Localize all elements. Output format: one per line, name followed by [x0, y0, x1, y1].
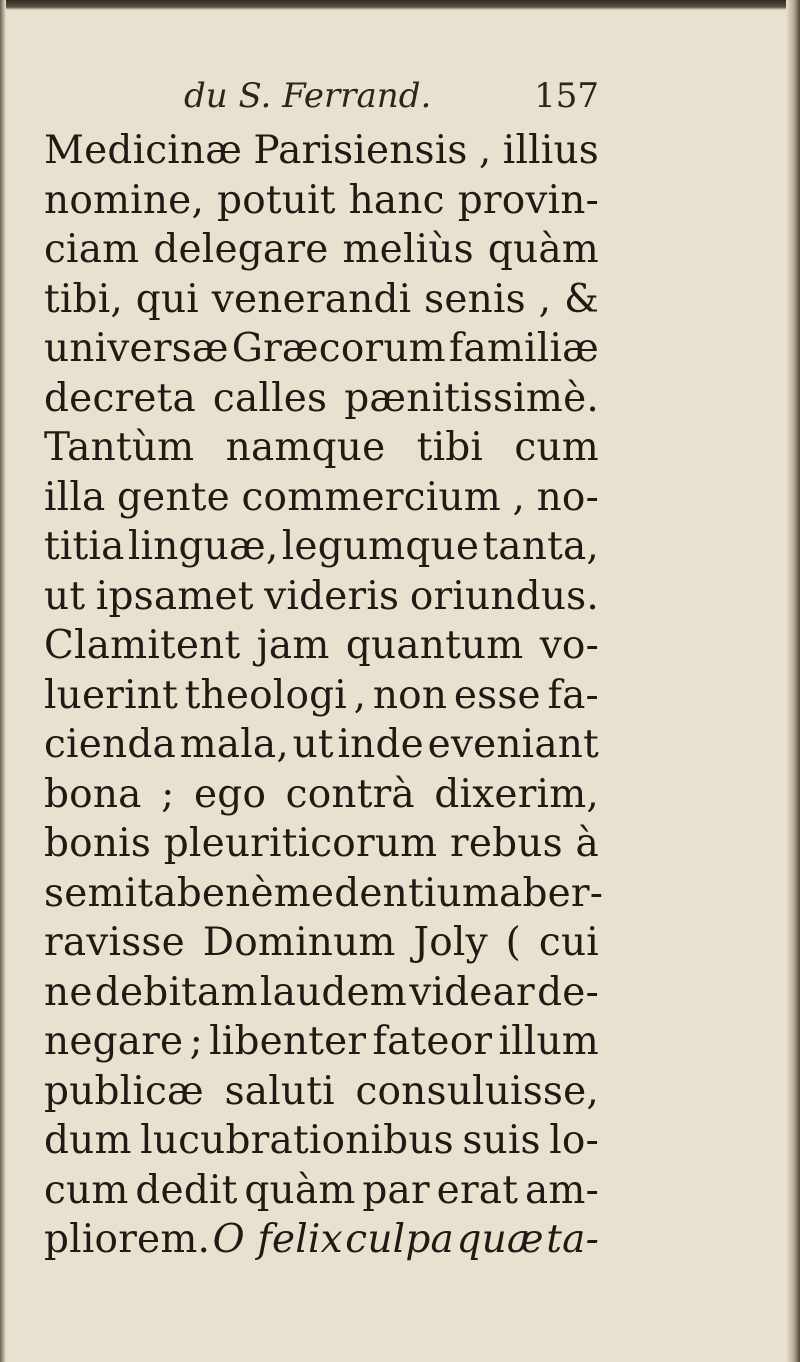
- word: qui: [135, 276, 199, 322]
- page-top-edge: [0, 0, 800, 10]
- word: ta-: [546, 1217, 599, 1262]
- word: aber-: [499, 870, 604, 916]
- word: universæ: [44, 326, 229, 371]
- word: à: [575, 821, 599, 866]
- word: (: [505, 920, 522, 965]
- word: mala,: [179, 722, 289, 767]
- page-left-edge: [0, 0, 6, 1362]
- word: linguæ,: [127, 524, 279, 569]
- word: potuit: [217, 177, 336, 223]
- word: gente: [117, 474, 230, 520]
- word: erat: [436, 1167, 519, 1213]
- word: decreta: [44, 375, 196, 421]
- word: fateor: [372, 1019, 493, 1064]
- word: meliùs: [342, 227, 474, 272]
- word: namque: [225, 425, 386, 470]
- word: O felix: [212, 1217, 343, 1262]
- word: lo-: [549, 1118, 599, 1163]
- word: nomine,: [44, 177, 205, 223]
- word: lucubrationibus: [140, 1118, 454, 1163]
- word: dixerim,: [434, 771, 599, 817]
- word: Dominum: [202, 920, 396, 965]
- page-number: 157: [534, 76, 599, 116]
- word: ciam: [44, 227, 140, 272]
- word: semita: [44, 870, 177, 916]
- word: hanc: [348, 177, 445, 223]
- word: &: [564, 276, 599, 322]
- word: esse: [453, 672, 541, 718]
- running-head: [44, 70, 599, 122]
- text-line: [44, 918, 599, 968]
- text-line: [44, 968, 599, 1018]
- word: titia: [44, 524, 125, 569]
- word: negare: [44, 1019, 184, 1064]
- word: fa-: [547, 672, 599, 718]
- word: ;: [161, 771, 175, 817]
- word: familiæ: [448, 326, 599, 371]
- text-line: [44, 819, 599, 869]
- word: benè: [176, 870, 274, 916]
- word: senis: [424, 276, 526, 322]
- word: no-: [536, 474, 599, 520]
- word: pliorem.: [44, 1217, 211, 1262]
- word: venerandi: [211, 276, 412, 322]
- text-line: [44, 572, 599, 622]
- word: videar: [409, 969, 535, 1015]
- word: ut: [292, 722, 334, 767]
- word: legumque: [281, 524, 480, 569]
- text-line: [44, 671, 599, 721]
- word: libenter: [209, 1019, 367, 1064]
- word: jam: [256, 623, 330, 668]
- word: illa: [44, 474, 106, 520]
- word: calles: [212, 375, 328, 421]
- word: delegare: [153, 227, 329, 272]
- text-line: [44, 720, 599, 770]
- word: videris: [264, 573, 400, 619]
- word: ut: [44, 573, 86, 619]
- word: eveniant: [427, 722, 599, 767]
- word: illum: [498, 1019, 599, 1064]
- word: Tantùm: [44, 425, 195, 470]
- text-line: [44, 374, 599, 424]
- word: illius: [502, 128, 599, 173]
- page-right-edge: [786, 0, 800, 1362]
- word: saluti: [224, 1068, 335, 1114]
- word: rebus: [450, 821, 563, 866]
- word: ego: [194, 771, 267, 817]
- word: provin-: [457, 177, 599, 223]
- word: vo-: [539, 623, 599, 668]
- word: oriundus.: [409, 573, 599, 619]
- word: dedit: [135, 1167, 238, 1213]
- text-line: [44, 225, 599, 275]
- running-title: du S. Ferrand.: [184, 76, 432, 116]
- word: am-: [524, 1167, 599, 1213]
- text-line: [44, 423, 599, 473]
- word: theologi: [184, 672, 347, 718]
- text-line: [44, 275, 599, 325]
- word: debitam: [94, 969, 258, 1015]
- word: cum: [44, 1167, 129, 1213]
- text-line: [44, 770, 599, 820]
- text-line: [44, 1215, 599, 1265]
- word: de-: [537, 969, 599, 1015]
- text-line: [44, 869, 604, 919]
- word: dum: [44, 1118, 132, 1163]
- book-page: [44, 70, 604, 1265]
- word: laudem: [259, 969, 407, 1015]
- text-line: [44, 126, 599, 176]
- word: tibi: [416, 425, 484, 470]
- word: inde: [337, 722, 424, 767]
- word: quàm: [244, 1167, 356, 1213]
- word: cui: [538, 920, 599, 965]
- word: pleuriticorum: [163, 821, 438, 866]
- body-text: [44, 126, 604, 1265]
- word: commercium: [241, 474, 501, 520]
- word: ,: [353, 672, 367, 718]
- word: ;: [189, 1019, 203, 1064]
- text-line: [44, 1017, 599, 1067]
- text-line: [44, 176, 599, 226]
- text-line: [44, 1116, 599, 1166]
- word: Joly: [413, 920, 488, 965]
- word: medentium: [273, 870, 500, 916]
- word: Medicinæ: [44, 128, 243, 173]
- word: non: [372, 672, 448, 718]
- word: ravisse: [44, 920, 185, 965]
- word: culpa: [345, 1217, 454, 1262]
- word: tanta,: [482, 524, 599, 569]
- word: quæ: [456, 1217, 544, 1262]
- word: ,: [538, 276, 552, 322]
- word: Parisiensis: [253, 128, 468, 173]
- word: pænitissimè.: [344, 375, 599, 421]
- text-line: [44, 324, 599, 374]
- word: ,: [512, 474, 526, 520]
- text-line: [44, 473, 599, 523]
- text-line: [44, 621, 599, 671]
- word: publicæ: [44, 1068, 204, 1114]
- word: tibi,: [44, 276, 123, 322]
- word: suis: [462, 1118, 541, 1163]
- word: quantum: [345, 623, 524, 668]
- word: consuluisse,: [355, 1068, 599, 1114]
- word: ne: [44, 969, 93, 1015]
- word: ,: [478, 128, 492, 173]
- word: luerint: [44, 672, 178, 718]
- text-line: [44, 522, 599, 572]
- word: bonis: [44, 821, 152, 866]
- word: Græcorum: [231, 326, 446, 371]
- text-line: [44, 1166, 599, 1216]
- word: ipsamet: [95, 573, 254, 619]
- word: bona: [44, 771, 142, 817]
- text-line: [44, 1067, 599, 1117]
- word: Clamitent: [44, 623, 241, 668]
- word: contrà: [285, 771, 415, 817]
- word: cienda: [44, 722, 176, 767]
- word: cum: [514, 425, 599, 470]
- word: par: [362, 1167, 430, 1213]
- word: quàm: [487, 227, 599, 272]
